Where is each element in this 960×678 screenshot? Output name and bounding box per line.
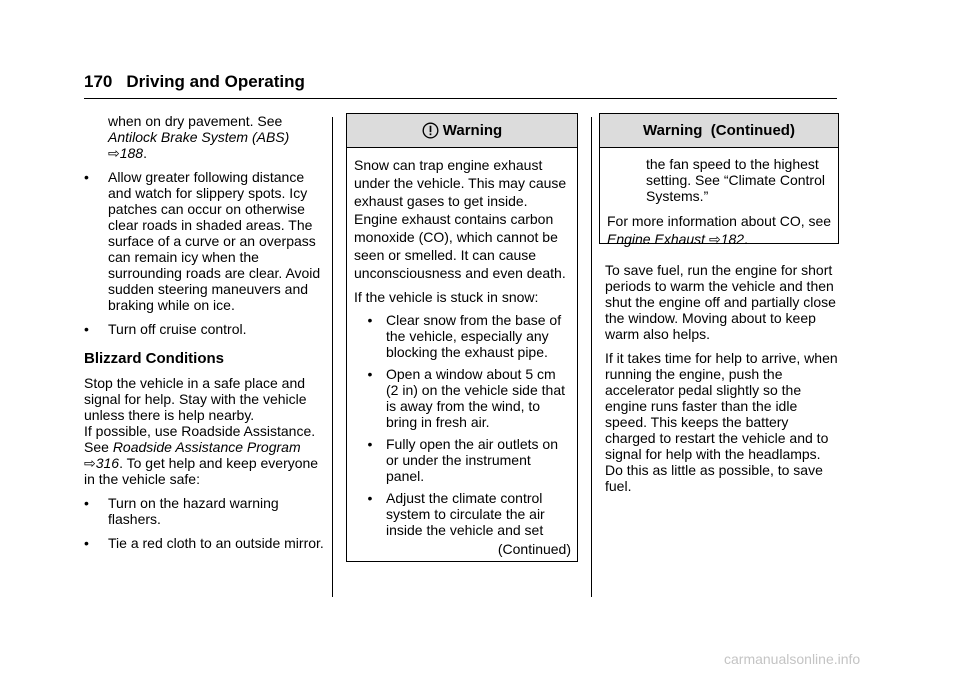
fuel-paragraph: To save fuel, run the engine for short periods to warm the vehicle and then shut the engine off and partially close the window. Moving about to keep warm also helps. bbox=[605, 262, 836, 342]
bullet-marker: • bbox=[84, 495, 89, 511]
blizzard-paragraph-2: If possible, use Roadside Assistance. See Roadside Assistance Program ⇨316. To get help and keep everyone in the vehicle safe: bbox=[84, 423, 319, 487]
warning-icon bbox=[422, 122, 439, 139]
bullet-marker: • bbox=[367, 490, 373, 506]
page-ref-icon: ⇨ bbox=[108, 145, 120, 161]
roadside-assistance-link[interactable]: Roadside Assistance Program bbox=[112, 439, 301, 455]
subheading-blizzard: Blizzard Conditions bbox=[84, 350, 224, 367]
warning-continued-box bbox=[599, 113, 839, 247]
header-divider bbox=[84, 98, 837, 99]
bullet-marker: • bbox=[367, 312, 373, 328]
list-item: • Allow greater following distance and watch for slippery spots. Icy patches can occur on otherwise clear roads in shaded areas. The surface of a curve or an overpass can remain icy when the surrounding roads are clear. Avoid sudden steering maneuvers and braking while on ice. bbox=[84, 169, 321, 313]
warning-paragraph: If the vehicle is stuck in snow: bbox=[354, 289, 539, 305]
help-paragraph: If it takes time for help to arrive, when running the engine, push the accelerator pedal slightly so the engine runs faster than the idle speed. This keeps the battery charged to restart the vehicle and to signal for help with the headlamps. Do this as little as possible, to save fuel. bbox=[605, 350, 838, 494]
page-header bbox=[84, 72, 305, 92]
bullet-marker: • bbox=[367, 366, 373, 382]
list-item: • Clear snow from the base of the vehicle, especially any blocking the exhaust pipe. bbox=[354, 312, 571, 360]
column-divider-right bbox=[591, 117, 592, 597]
abs-link[interactable]: Antilock Brake System (ABS) bbox=[108, 129, 290, 145]
watermark: carmanualsonline.info bbox=[724, 651, 861, 667]
warning-title: Warning (Continued) bbox=[643, 122, 795, 139]
warning-header bbox=[347, 114, 577, 148]
continued-label: (Continued) bbox=[497, 541, 571, 557]
column-divider-left bbox=[332, 117, 333, 597]
warning-continued-text: the fan speed to the highest setting. See “Climate Control Systems.” bbox=[646, 156, 825, 204]
intro-paragraph: when on dry pavement. See Antilock Brake System (ABS) ⇨188. bbox=[108, 113, 290, 161]
warning-body bbox=[347, 148, 577, 566]
bullet-marker: • bbox=[84, 535, 89, 551]
page-ref-number[interactable]: 188 bbox=[119, 145, 144, 161]
bullet-marker: • bbox=[84, 321, 89, 337]
bullet-marker: • bbox=[84, 169, 89, 185]
column-right bbox=[605, 262, 839, 502]
list-item: • Tie a red cloth to an outside mirror. bbox=[84, 535, 324, 551]
page-ref-icon: ⇨ bbox=[84, 455, 96, 471]
blizzard-paragraph-1: Stop the vehicle in a safe place and signal for help. Stay with the vehicle unless there is help nearby. bbox=[84, 375, 307, 423]
bullet-marker: • bbox=[367, 436, 373, 452]
page-number: 170 bbox=[84, 72, 113, 91]
warning-paragraph: Snow can trap engine exhaust under the vehicle. This may cause exhaust gases to get inside. Engine exhaust contains carbon monoxide (CO), which cannot be seen or smelled. It can cause unconsciousness and even death. bbox=[354, 157, 567, 281]
column-left bbox=[84, 113, 324, 559]
warning-body bbox=[600, 148, 838, 262]
list-item: • Fully open the air outlets on or under the instrument panel. bbox=[354, 436, 571, 484]
warning-header bbox=[600, 114, 838, 148]
list-item: • Turn off cruise control. bbox=[84, 321, 247, 337]
page-ref-icon: ⇨ bbox=[708, 231, 721, 247]
list-item: • Adjust the climate control system to circulate the air inside the vehicle and set bbox=[354, 490, 571, 538]
list-item: • Turn on the hazard warning flashers. bbox=[84, 495, 279, 527]
warning-paragraph: For more information about CO, see Engine Exhaust ⇨182. bbox=[607, 213, 832, 247]
section-title: Driving and Operating bbox=[126, 72, 305, 91]
page-ref-number[interactable]: 316 bbox=[95, 455, 120, 471]
warning-title: Warning bbox=[442, 122, 503, 139]
list-item: • Open a window about 5 cm (2 in) on the vehicle side that is away from the wind, to bring in fresh air. bbox=[354, 366, 571, 430]
page-ref-number[interactable]: 182 bbox=[720, 231, 745, 247]
engine-exhaust-link[interactable]: Engine Exhaust bbox=[607, 231, 706, 247]
warning-box bbox=[346, 113, 578, 562]
